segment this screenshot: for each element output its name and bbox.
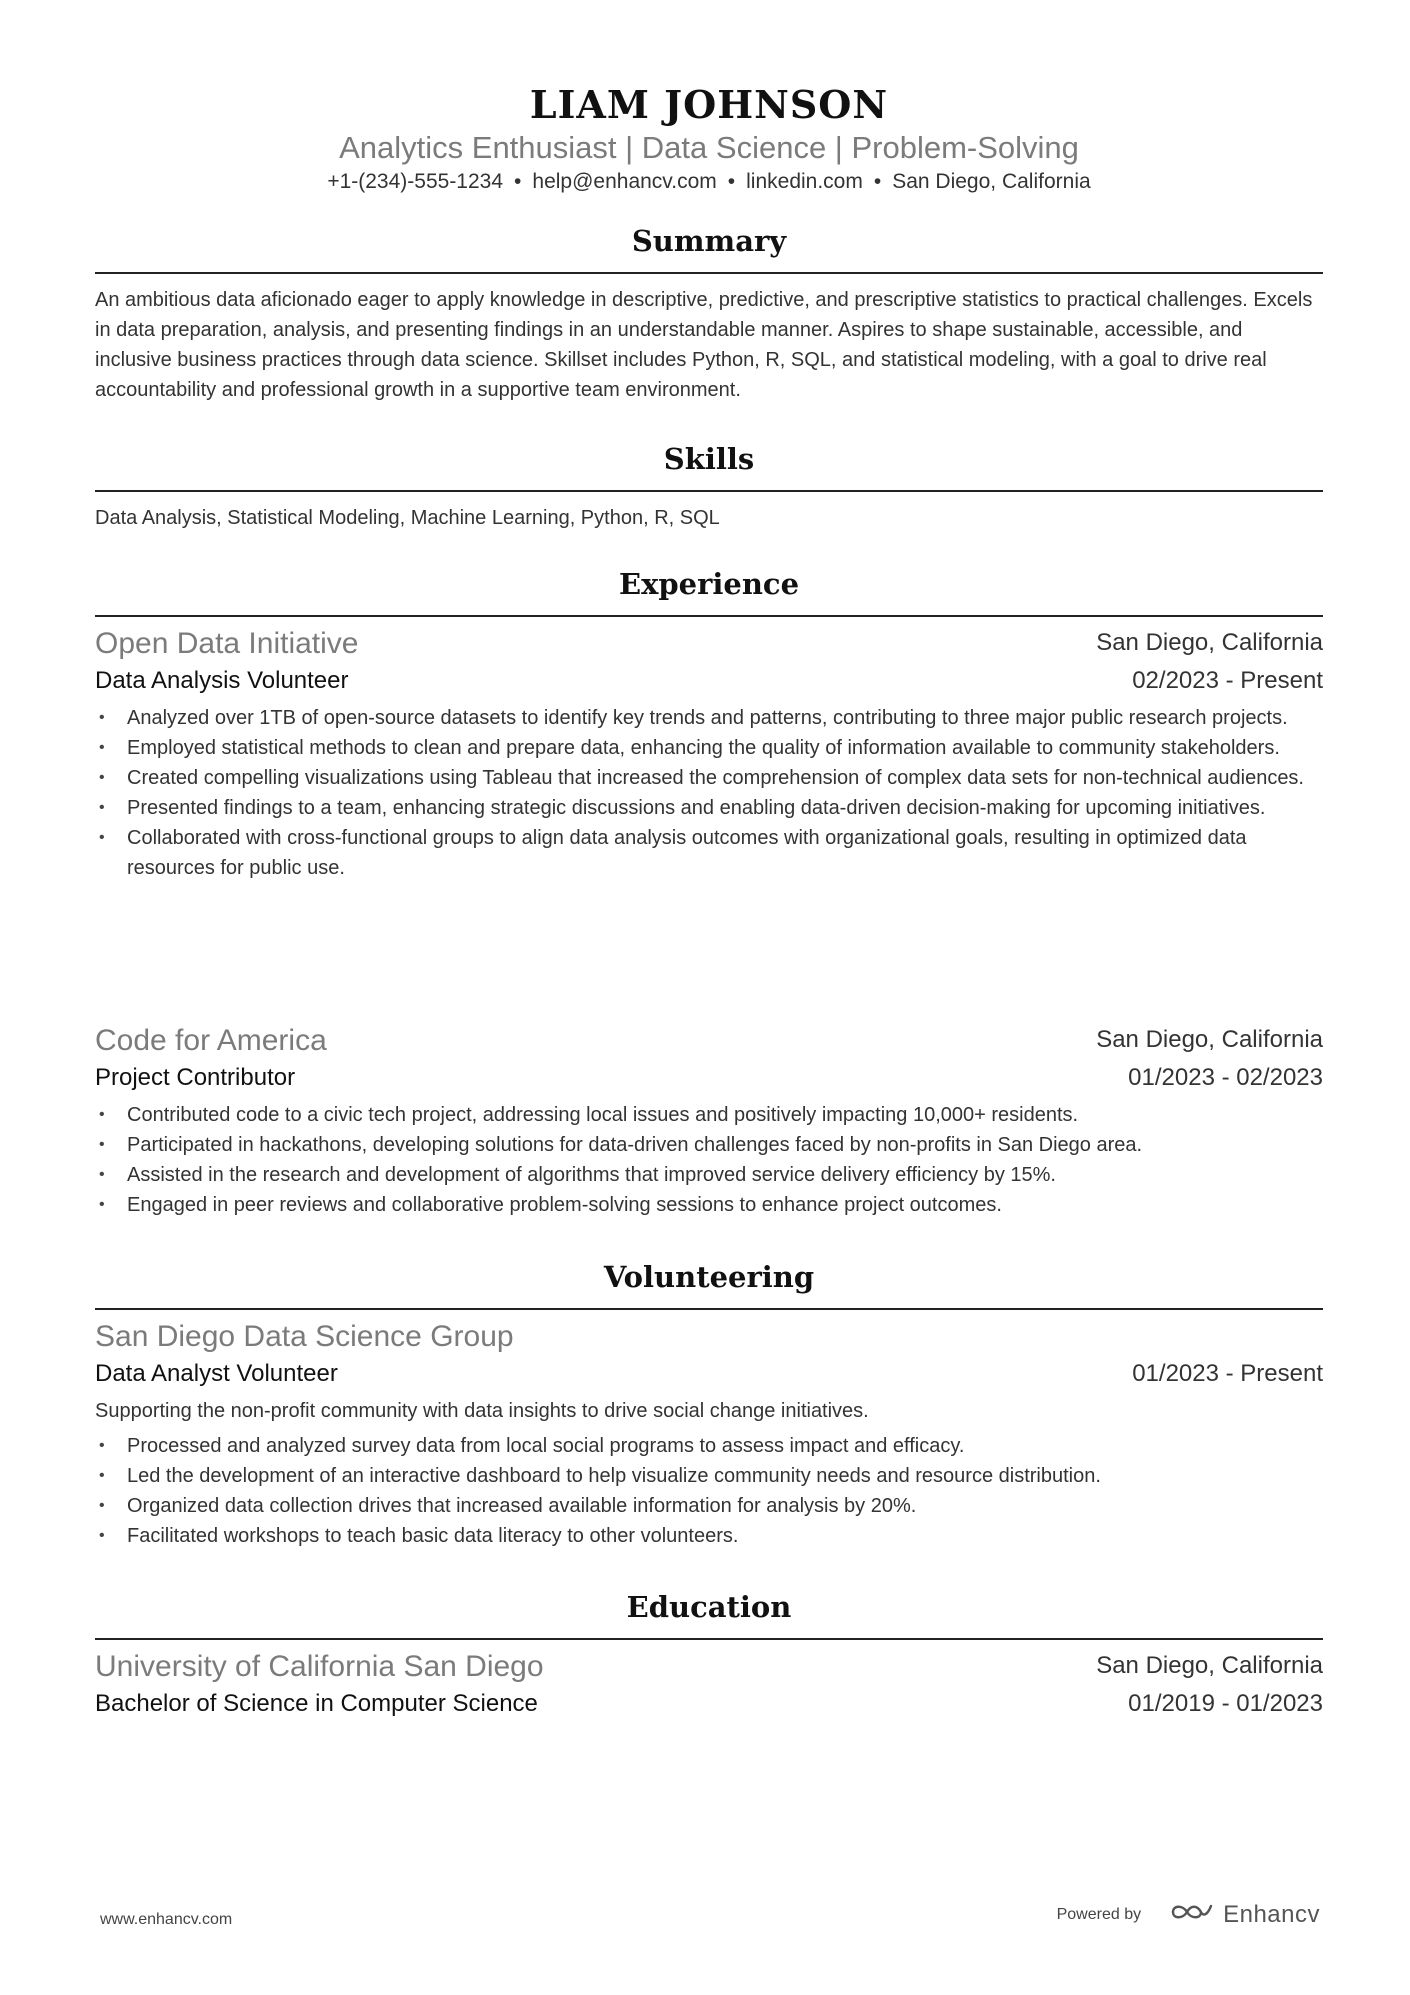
candidate-name: LIAM JOHNSON — [529, 82, 889, 127]
experience-dates: 01/2023 - 02/2023 — [1128, 1064, 1323, 1091]
separator-dot: • — [514, 170, 522, 193]
volunteering-org: San Diego Data Science Group — [95, 1320, 514, 1353]
skills-divider — [95, 490, 1323, 492]
experience-divider — [95, 615, 1323, 617]
volunteering-role: Data Analyst Volunteer — [95, 1360, 338, 1387]
bullet-item: • Assisted in the research and development of algorithms that improved service delivery efficiency by 15%. — [95, 1160, 1323, 1190]
enhancv-logo-icon — [1167, 1900, 1215, 1929]
footer-website[interactable]: www.enhancv.com — [100, 1911, 233, 1928]
bullet-item: • Facilitated workshops to teach basic data literacy to other volunteers. — [95, 1521, 1323, 1551]
summary-heading: Summary — [631, 224, 787, 258]
bullet-item: • Employed statistical methods to clean and prepare data, enhancing the quality of information available to community stakeholders. — [95, 733, 1323, 763]
education-divider — [95, 1638, 1323, 1640]
powered-by-label: Powered by — [1056, 1905, 1142, 1923]
experience-heading: Experience — [618, 567, 800, 601]
experience-role: Data Analysis Volunteer — [95, 667, 349, 694]
education-degree: Bachelor of Science in Computer Science — [95, 1690, 538, 1717]
footer-branding[interactable] — [1057, 1900, 1320, 1929]
education-heading: Education — [626, 1590, 792, 1624]
volunteering-bullets — [95, 1431, 1323, 1551]
skills-heading: Skills — [663, 442, 755, 476]
education-location: San Diego, California — [1096, 1652, 1323, 1679]
separator-dot: • — [727, 170, 736, 193]
volunteering-description: Supporting the non-profit community with data insights to drive social change initiatives. — [95, 1400, 869, 1422]
volunteering-divider — [95, 1308, 1323, 1310]
bullet-item: • Presented findings to a team, enhancing strategic discussions and enabling data-driven decision-making for upcoming initiatives. — [95, 793, 1323, 823]
bullet-item: • Contributed code to a civic tech project, addressing local issues and positively impacting 10,000+ residents. — [95, 1100, 1323, 1130]
bullet-item: • Collaborated with cross-functional groups to align data analysis outcomes with organizational goals, resulting in optimized data resources for public use. — [95, 823, 1323, 883]
contact-phone[interactable]: +1-(234)-555-1234 — [327, 170, 504, 193]
brand-name: Enhancv — [1223, 1900, 1320, 1928]
bullet-item: • Created compelling visualizations using Tableau that increased the comprehension of complex data sets for non-technical audiences. — [95, 763, 1323, 793]
bullet-item: • Analyzed over 1TB of open-source datasets to identify key trends and patterns, contributing to three major public research projects. — [95, 703, 1323, 733]
experience-bullets — [95, 703, 1323, 883]
summary-divider — [95, 272, 1323, 274]
experience-org: Code for America — [95, 1024, 327, 1057]
contact-line — [95, 170, 1323, 194]
summary-text: An ambitious data aficionado eager to apply knowledge in descriptive, predictive, and prescriptive statistics to practical challenges. Excels in data preparation, analysis, and presenting findings in an understandable manner. Aspires to shape sustainable, accessible, and inclusive business practices through data science. Skillset includes Python, R, SQL, and statistical modeling, with a goal to drive real accountability and professional growth in a supportive team environment. — [95, 289, 1313, 401]
experience-role: Project Contributor — [95, 1064, 296, 1091]
experience-location: San Diego, California — [1096, 629, 1323, 656]
experience-location: San Diego, California — [1096, 1026, 1323, 1053]
education-school: University of California San Diego — [95, 1650, 544, 1683]
bullet-item: • Led the development of an interactive dashboard to help visualize community needs and resource distribution. — [95, 1461, 1323, 1491]
skills-text: Data Analysis, Statistical Modeling, Machine Learning, Python, R, SQL — [95, 507, 720, 529]
volunteering-dates: 01/2023 - Present — [1132, 1360, 1323, 1387]
bullet-item: • Processed and analyzed survey data from local social programs to assess impact and efficacy. — [95, 1431, 1323, 1461]
experience-bullets — [95, 1100, 1323, 1220]
contact-linkedin[interactable]: linkedin.com — [746, 170, 863, 193]
education-dates: 01/2019 - 01/2023 — [1128, 1690, 1323, 1717]
bullet-item: • Organized data collection drives that increased available information for analysis by 20%. — [95, 1491, 1323, 1521]
volunteering-heading: Volunteering — [603, 1260, 815, 1294]
contact-email[interactable]: help@enhancv.com — [532, 170, 717, 193]
experience-org: Open Data Initiative — [95, 627, 359, 660]
bullet-item: • Participated in hackathons, developing solutions for data-driven challenges faced by non-profits in San Diego area. — [95, 1130, 1323, 1160]
separator-dot: • — [873, 170, 882, 193]
candidate-tagline: Analytics Enthusiast | Data Science | Problem-Solving — [339, 130, 1079, 165]
experience-dates: 02/2023 - Present — [1132, 667, 1323, 694]
contact-location: San Diego, California — [892, 170, 1091, 193]
bullet-item: • Engaged in peer reviews and collaborative problem-solving sessions to enhance project outcomes. — [95, 1190, 1323, 1220]
